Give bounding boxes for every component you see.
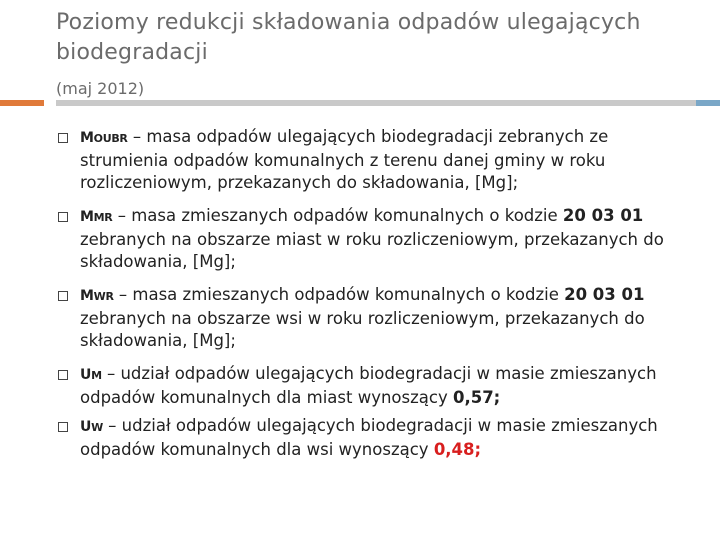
square-bullet-icon (58, 422, 68, 432)
item-text: zebranych na obszarze wsi w roku rozliczeniowym, przekazanych do składowania, [Mg]; (80, 309, 645, 350)
waste-code: 20 03 01 (562, 206, 644, 225)
symbol-code: M (80, 209, 94, 225)
symbol-subscript: M (91, 369, 102, 382)
symbol-subscript: MR (93, 211, 113, 224)
list-item (56, 126, 696, 194)
square-bullet-icon (58, 133, 68, 143)
item-text: – udział odpadów ulegających biodegradacji w masie zmieszanych odpadów komunalnych dla miast wynoszący (80, 364, 657, 407)
item-text: – masa odpadów ulegających biodegradacji zebranych ze strumienia odpadów komunalnych z terenu danej gminy w roku rozliczeniowym, przekazanych do składowania, [Mg]; (80, 127, 609, 192)
symbol-subscript: W (91, 421, 103, 434)
list-item (56, 363, 696, 409)
divider-accent-right (696, 100, 720, 106)
list-item (56, 284, 696, 352)
symbol-code: M (80, 130, 94, 146)
item-text: – masa zmieszanych odpadów komunalnych o kodzie (113, 285, 565, 304)
slide-title: Poziomy redukcji składowania odpadów ulegających biodegradacji (56, 10, 641, 65)
share-value-highlight: 0,48; (433, 440, 482, 459)
symbol-code: M (80, 288, 94, 304)
symbol-code: U (80, 367, 92, 383)
slide-subtitle: (maj 2012) (56, 79, 145, 98)
divider-accent-left (0, 100, 44, 106)
bullet-list (56, 126, 696, 461)
divider-bar (56, 100, 720, 106)
square-bullet-icon (58, 370, 68, 380)
waste-code: 20 03 01 (564, 285, 645, 304)
list-item (56, 415, 696, 461)
item-text: zebranych na obszarze miast w roku rozliczeniowym, przekazanych do składowania, [Mg]; (80, 230, 664, 271)
square-bullet-icon (58, 212, 68, 222)
item-text: – udział odpadów ulegających biodegradacji w masie zmieszanych odpadów komunalnych dla wsi wynoszący (80, 416, 658, 459)
symbol-code: U (80, 419, 92, 435)
share-value: 0,57; (452, 388, 501, 407)
item-text: – masa zmieszanych odpadów komunalnych o kodzie (112, 206, 563, 225)
symbol-subscript: WR (93, 290, 114, 303)
list-item (56, 205, 696, 273)
symbol-subscript: OUBR (93, 132, 128, 145)
square-bullet-icon (58, 291, 68, 301)
